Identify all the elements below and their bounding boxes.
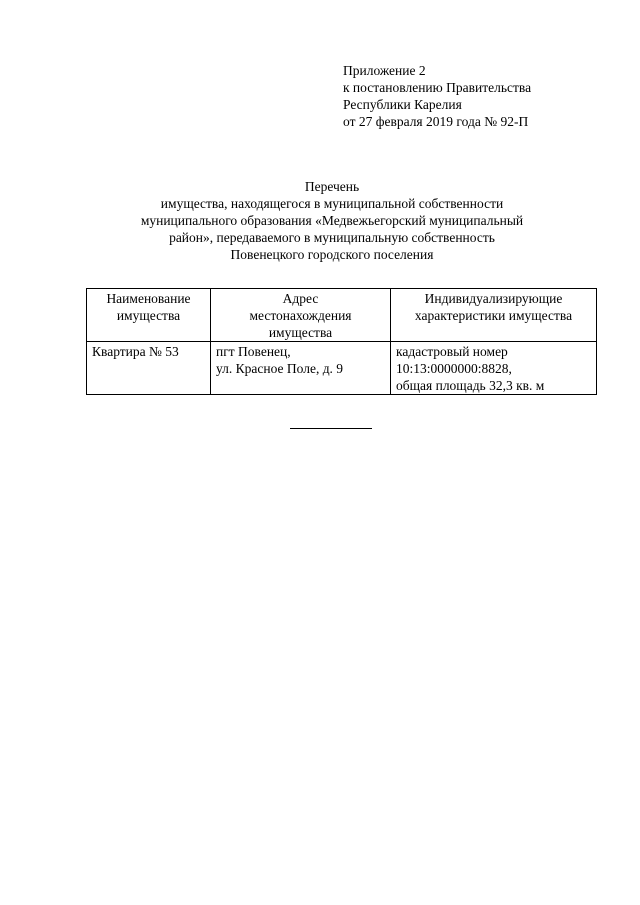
appendix-line: от 27 февраля 2019 года № 92-П	[343, 114, 529, 129]
cell-property-name: Квартира № 53	[87, 342, 211, 395]
title-line: Повенецкого городского поселения	[230, 247, 434, 262]
cell-property-address: пгт Повенец, ул. Красное Поле, д. 9	[211, 342, 391, 395]
document-title	[0, 178, 640, 263]
title-line: район», передаваемого в муниципальную собственность	[169, 230, 495, 245]
header-property-characteristics: Индивидуализирующие характеристики имущества	[391, 289, 597, 342]
header-property-address: Адрес местонахождения имущества	[211, 289, 391, 342]
title-heading: Перечень	[304, 179, 360, 194]
appendix-line: к постановлению Правительства	[343, 80, 532, 95]
end-divider	[290, 428, 372, 429]
title-line: имущества, находящегося в муниципальной собственности	[160, 196, 504, 211]
cell-property-characteristics: кадастровый номер 10:13:0000000:8828, общая площадь 32,3 кв. м	[391, 342, 597, 395]
header-property-name: Наименование имущества	[87, 289, 211, 342]
title-line: муниципального образования «Медвежьегорский муниципальный	[140, 213, 524, 228]
appendix-line: Республики Карелия	[343, 97, 462, 112]
appendix-line: Приложение 2	[343, 63, 426, 78]
property-table	[86, 288, 597, 395]
table-header-row	[87, 289, 597, 342]
appendix-block	[343, 62, 623, 130]
table-row	[87, 342, 597, 395]
